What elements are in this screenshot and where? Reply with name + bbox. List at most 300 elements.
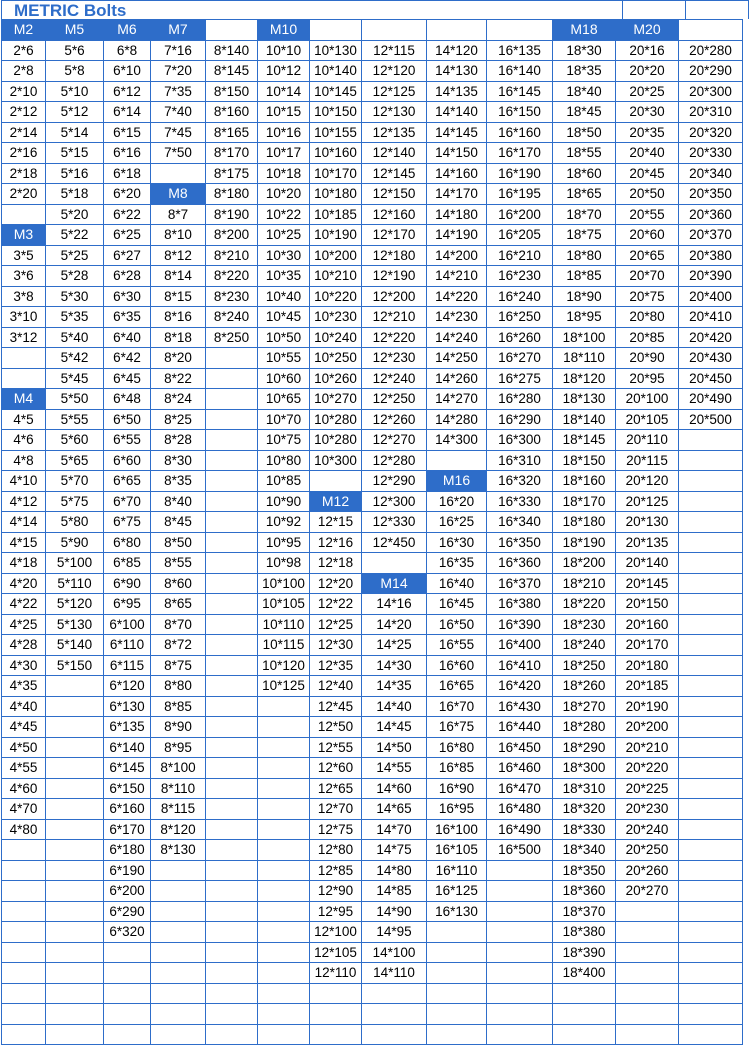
bolt-size-cell: 10*50 <box>258 327 310 348</box>
bolt-size-cell: 5*14 <box>46 122 104 143</box>
bolt-size-cell: 16*105 <box>427 840 487 861</box>
empty-cell <box>151 163 206 184</box>
table-row <box>2 163 743 184</box>
empty-cell <box>258 778 310 799</box>
size-header-cell: M6 <box>104 20 151 41</box>
empty-cell <box>2 840 46 861</box>
empty-cell <box>362 1024 427 1045</box>
empty-cell <box>427 983 487 1004</box>
bolt-size-cell: 20*420 <box>679 327 743 348</box>
empty-cell <box>46 737 104 758</box>
bolt-size-cell: 5*140 <box>46 635 104 656</box>
size-header-cell: M8 <box>151 184 206 205</box>
bolt-size-cell: 5*40 <box>46 327 104 348</box>
bolt-size-cell: 6*90 <box>104 573 151 594</box>
bolt-size-cell: 14*25 <box>362 635 427 656</box>
empty-cell <box>206 737 258 758</box>
bolt-size-cell: 18*145 <box>553 430 616 451</box>
bolt-size-cell: 10*70 <box>258 409 310 430</box>
empty-cell <box>616 901 679 922</box>
table-row <box>2 758 743 779</box>
bolt-size-cell: 14*40 <box>362 696 427 717</box>
bolt-size-cell: 16*240 <box>487 286 553 307</box>
bolt-size-cell: 10*65 <box>258 389 310 410</box>
bolt-size-cell: 7*20 <box>151 61 206 82</box>
bolt-size-cell: 16*410 <box>487 655 553 676</box>
bolt-size-cell: 6*42 <box>104 348 151 369</box>
empty-cell <box>679 491 743 512</box>
bolt-size-cell: 12*180 <box>362 245 427 266</box>
bolt-size-cell: 20*410 <box>679 307 743 328</box>
bolt-size-cell: 6*75 <box>104 512 151 533</box>
bolt-size-cell: 12*230 <box>362 348 427 369</box>
size-header-cell: M12 <box>310 491 362 512</box>
bolt-size-cell: 20*260 <box>616 860 679 881</box>
bolt-size-cell: 10*75 <box>258 430 310 451</box>
bolt-size-cell: 5*55 <box>46 409 104 430</box>
bolt-size-cell: 18*260 <box>553 676 616 697</box>
empty-cell <box>553 983 616 1004</box>
bolt-size-cell: 12*105 <box>310 942 362 963</box>
bolt-size-cell: 2*20 <box>2 184 46 205</box>
bolt-size-cell: 14*120 <box>427 40 487 61</box>
bolt-size-cell: 10*155 <box>310 122 362 143</box>
table-row <box>2 901 743 922</box>
bolt-size-cell: 8*15 <box>151 286 206 307</box>
table-row <box>2 717 743 738</box>
empty-cell <box>427 1024 487 1045</box>
empty-cell <box>2 963 46 984</box>
bolt-size-cell: 14*130 <box>427 61 487 82</box>
empty-cell <box>2 922 46 943</box>
empty-cell <box>310 20 362 41</box>
empty-cell <box>487 20 553 41</box>
bolt-size-cell: 5*42 <box>46 348 104 369</box>
bolt-size-cell: 16*380 <box>487 594 553 615</box>
empty-cell <box>679 430 743 451</box>
bolt-size-cell: 18*110 <box>553 348 616 369</box>
table-row <box>2 799 743 820</box>
bolt-size-cell: 6*95 <box>104 594 151 615</box>
bolt-size-cell: 16*390 <box>487 614 553 635</box>
bolt-size-cell: 12*30 <box>310 635 362 656</box>
bolt-size-cell: 14*230 <box>427 307 487 328</box>
bolt-size-cell: 4*28 <box>2 635 46 656</box>
bolt-size-cell: 16*150 <box>487 102 553 123</box>
bolt-size-cell: 8*50 <box>151 532 206 553</box>
size-header-cell: M3 <box>2 225 46 246</box>
bolt-size-cell: 12*450 <box>362 532 427 553</box>
bolt-size-cell: 16*340 <box>487 512 553 533</box>
size-header-cell: M2 <box>2 20 46 41</box>
bolt-size-cell: 16*35 <box>427 553 487 574</box>
table-row <box>2 553 743 574</box>
empty-cell <box>616 963 679 984</box>
empty-cell <box>679 1024 743 1045</box>
bolt-size-cell: 10*130 <box>310 40 362 61</box>
bolt-size-cell: 20*330 <box>679 143 743 164</box>
bolt-size-cell: 16*95 <box>427 799 487 820</box>
bolt-size-cell: 8*85 <box>151 696 206 717</box>
bolt-size-cell: 20*320 <box>679 122 743 143</box>
bolt-size-cell: 5*35 <box>46 307 104 328</box>
bolt-size-cell: 6*70 <box>104 491 151 512</box>
bolt-size-cell: 16*80 <box>427 737 487 758</box>
bolt-size-cell: 20*340 <box>679 163 743 184</box>
bolt-size-cell: 14*170 <box>427 184 487 205</box>
bolt-size-cell: 6*115 <box>104 655 151 676</box>
bolt-size-cell: 14*85 <box>362 881 427 902</box>
bolt-size-cell: 4*60 <box>2 778 46 799</box>
bolt-size-cell: 10*120 <box>258 655 310 676</box>
bolt-size-cell: 16*140 <box>487 61 553 82</box>
table-row <box>2 881 743 902</box>
bolt-size-cell: 8*115 <box>151 799 206 820</box>
bolt-size-cell: 12*15 <box>310 512 362 533</box>
table-row <box>2 204 743 225</box>
bolt-size-cell: 8*60 <box>151 573 206 594</box>
bolt-size-cell: 20*270 <box>616 881 679 902</box>
bolt-size-cell: 10*98 <box>258 553 310 574</box>
empty-cell <box>206 635 258 656</box>
table-row <box>2 266 743 287</box>
bolt-size-cell: 18*190 <box>553 532 616 553</box>
bolt-size-cell: 12*115 <box>362 40 427 61</box>
bolt-size-cell: 5*25 <box>46 245 104 266</box>
bolt-size-cell: 20*40 <box>616 143 679 164</box>
bolt-size-cell: 10*230 <box>310 307 362 328</box>
bolt-size-cell: 8*72 <box>151 635 206 656</box>
size-header-cell: M14 <box>362 573 427 594</box>
empty-cell <box>310 983 362 1004</box>
empty-cell <box>487 860 553 881</box>
bolt-size-cell: 20*500 <box>679 409 743 430</box>
table-row <box>2 307 743 328</box>
table-row <box>2 471 743 492</box>
empty-cell <box>46 942 104 963</box>
bolt-size-cell: 10*55 <box>258 348 310 369</box>
bolt-size-cell: 12*125 <box>362 81 427 102</box>
bolt-size-cell: 12*50 <box>310 717 362 738</box>
bolt-size-cell: 5*110 <box>46 573 104 594</box>
bolt-size-cell: 12*100 <box>310 922 362 943</box>
empty-cell <box>258 860 310 881</box>
bolt-size-cell: 6*80 <box>104 532 151 553</box>
size-header-cell: M16 <box>427 471 487 492</box>
bolt-size-cell: 16*20 <box>427 491 487 512</box>
bolt-size-cell: 16*470 <box>487 778 553 799</box>
bolt-size-cell: 10*60 <box>258 368 310 389</box>
bolt-size-cell: 12*110 <box>310 963 362 984</box>
empty-cell <box>679 819 743 840</box>
bolt-size-cell: 20*60 <box>616 225 679 246</box>
empty-cell <box>2 881 46 902</box>
bolt-size-cell: 16*125 <box>427 881 487 902</box>
bolt-size-cell: 8*12 <box>151 245 206 266</box>
bolt-size-cell: 8*70 <box>151 614 206 635</box>
bolt-size-cell: 10*280 <box>310 430 362 451</box>
bolt-size-cell: 4*22 <box>2 594 46 615</box>
bolt-size-cell: 8*145 <box>206 61 258 82</box>
empty-cell <box>206 491 258 512</box>
empty-cell <box>46 881 104 902</box>
bolt-size-cell: 10*260 <box>310 368 362 389</box>
bolt-size-cell: 20*140 <box>616 553 679 574</box>
empty-cell <box>206 368 258 389</box>
bolt-size-cell: 2*8 <box>2 61 46 82</box>
bolt-size-cell: 8*100 <box>151 758 206 779</box>
empty-cell <box>427 942 487 963</box>
bolt-size-cell: 6*22 <box>104 204 151 225</box>
bolt-size-cell: 12*200 <box>362 286 427 307</box>
bolt-size-cell: 4*12 <box>2 491 46 512</box>
bolt-size-cell: 4*45 <box>2 717 46 738</box>
empty-cell <box>258 901 310 922</box>
bolt-size-cell: 16*430 <box>487 696 553 717</box>
bolt-size-cell: 16*145 <box>487 81 553 102</box>
empty-cell <box>679 860 743 881</box>
bolt-size-cell: 12*210 <box>362 307 427 328</box>
empty-cell <box>679 737 743 758</box>
bolt-size-cell: 6*25 <box>104 225 151 246</box>
bolt-size-cell: 10*16 <box>258 122 310 143</box>
bolt-size-cell: 5*18 <box>46 184 104 205</box>
bolt-size-cell: 6*12 <box>104 81 151 102</box>
bolt-size-cell: 16*100 <box>427 819 487 840</box>
bolt-size-cell: 6*135 <box>104 717 151 738</box>
empty-cell <box>46 901 104 922</box>
bolt-size-cell: 6*50 <box>104 409 151 430</box>
bolt-size-cell: 10*20 <box>258 184 310 205</box>
bolt-size-cell: 16*25 <box>427 512 487 533</box>
bolt-size-cell: 20*125 <box>616 491 679 512</box>
empty-cell <box>362 1004 427 1025</box>
bolt-size-cell: 8*240 <box>206 307 258 328</box>
empty-cell <box>616 983 679 1004</box>
bolt-size-cell: 16*370 <box>487 573 553 594</box>
bolt-size-cell: 20*30 <box>616 102 679 123</box>
bolt-size-cell: 16*195 <box>487 184 553 205</box>
empty-cell <box>206 696 258 717</box>
bolt-size-cell: 6*60 <box>104 450 151 471</box>
bolt-size-cell: 18*180 <box>553 512 616 533</box>
bolt-size-cell: 12*330 <box>362 512 427 533</box>
table-row <box>2 143 743 164</box>
empty-cell <box>206 1024 258 1045</box>
bolt-size-cell: 6*27 <box>104 245 151 266</box>
bolt-size-cell: 5*90 <box>46 532 104 553</box>
bolt-size-cell: 20*45 <box>616 163 679 184</box>
bolt-size-cell: 20*290 <box>679 61 743 82</box>
bolt-size-cell: 10*10 <box>258 40 310 61</box>
bolt-size-cell: 10*30 <box>258 245 310 266</box>
empty-cell <box>46 819 104 840</box>
title-row-blank-cells <box>622 0 749 19</box>
bolt-size-cell: 6*170 <box>104 819 151 840</box>
bolt-size-cell: 20*370 <box>679 225 743 246</box>
bolt-size-cell: 6*120 <box>104 676 151 697</box>
table-row <box>2 40 743 61</box>
bolt-size-cell: 6*20 <box>104 184 151 205</box>
empty-cell <box>206 553 258 574</box>
bolt-size-cell: 18*360 <box>553 881 616 902</box>
bolt-size-cell: 16*440 <box>487 717 553 738</box>
bolt-size-cell: 2*16 <box>2 143 46 164</box>
empty-cell <box>206 614 258 635</box>
bolt-size-cell: 20*220 <box>616 758 679 779</box>
bolt-size-cell: 20*250 <box>616 840 679 861</box>
empty-cell <box>151 922 206 943</box>
bolt-size-cell: 4*14 <box>2 512 46 533</box>
bolt-size-cell: 14*70 <box>362 819 427 840</box>
bolt-size-cell: 16*290 <box>487 409 553 430</box>
bolt-size-cell: 16*70 <box>427 696 487 717</box>
empty-cell <box>151 963 206 984</box>
bolt-size-cell: 8*28 <box>151 430 206 451</box>
bolt-size-cell: 4*30 <box>2 655 46 676</box>
empty-cell <box>679 471 743 492</box>
empty-cell <box>46 717 104 738</box>
bolt-size-cell: 12*55 <box>310 737 362 758</box>
bolt-size-cell: 8*120 <box>151 819 206 840</box>
bolt-size-cell: 20*80 <box>616 307 679 328</box>
empty-cell <box>427 1004 487 1025</box>
bolt-size-cell: 8*14 <box>151 266 206 287</box>
empty-cell <box>362 553 427 574</box>
bolt-size-cell: 18*160 <box>553 471 616 492</box>
table-row <box>2 942 743 963</box>
bolt-size-cell: 14*90 <box>362 901 427 922</box>
bolt-size-cell: 20*230 <box>616 799 679 820</box>
empty-cell <box>46 676 104 697</box>
table-row <box>2 430 743 451</box>
bolt-size-cell: 16*275 <box>487 368 553 389</box>
bolt-size-cell: 10*125 <box>258 676 310 697</box>
bolt-size-cell: 10*190 <box>310 225 362 246</box>
empty-cell <box>679 983 743 1004</box>
bolt-size-cell: 5*150 <box>46 655 104 676</box>
bolt-size-cell: 12*95 <box>310 901 362 922</box>
bolt-size-cell: 20*180 <box>616 655 679 676</box>
bolt-size-cell: 18*300 <box>553 758 616 779</box>
bolt-size-cell: 4*15 <box>2 532 46 553</box>
empty-cell <box>310 1004 362 1025</box>
bolt-size-cell: 10*100 <box>258 573 310 594</box>
bolt-size-cell: 18*290 <box>553 737 616 758</box>
bolt-size-cell: 10*17 <box>258 143 310 164</box>
bolt-size-cell: 10*180 <box>310 184 362 205</box>
table-row <box>2 245 743 266</box>
bolt-size-cell: 20*240 <box>616 819 679 840</box>
bolt-size-cell: 3*5 <box>2 245 46 266</box>
bolt-size-cell: 20*145 <box>616 573 679 594</box>
bolt-size-cell: 8*200 <box>206 225 258 246</box>
bolt-size-cell: 6*100 <box>104 614 151 635</box>
bolt-size-cell: 8*40 <box>151 491 206 512</box>
bolt-size-cell: 16*40 <box>427 573 487 594</box>
bolt-size-cell: 18*370 <box>553 901 616 922</box>
empty-cell <box>487 963 553 984</box>
table-row <box>2 778 743 799</box>
empty-cell <box>206 655 258 676</box>
bolt-size-cell: 7*35 <box>151 81 206 102</box>
bolt-size-cell: 8*230 <box>206 286 258 307</box>
bolt-size-cell: 10*105 <box>258 594 310 615</box>
bolt-size-cell: 5*22 <box>46 225 104 246</box>
table-row <box>2 286 743 307</box>
bolt-size-cell: 14*60 <box>362 778 427 799</box>
bolt-size-cell: 18*55 <box>553 143 616 164</box>
empty-cell <box>151 901 206 922</box>
bolt-size-cell: 20*190 <box>616 696 679 717</box>
empty-cell <box>46 758 104 779</box>
bolt-size-cell: 14*280 <box>427 409 487 430</box>
empty-cell <box>2 983 46 1004</box>
empty-cell <box>487 881 553 902</box>
empty-cell <box>679 758 743 779</box>
bolt-size-cell: 8*175 <box>206 163 258 184</box>
bolt-size-cell: 16*300 <box>487 430 553 451</box>
empty-cell <box>616 1024 679 1045</box>
bolt-size-cell: 5*8 <box>46 61 104 82</box>
bolt-size-cell: 6*150 <box>104 778 151 799</box>
bolt-size-cell: 18*230 <box>553 614 616 635</box>
empty-cell <box>46 840 104 861</box>
table-row <box>2 573 743 594</box>
bolt-size-cell: 18*310 <box>553 778 616 799</box>
bolt-size-cell: 12*60 <box>310 758 362 779</box>
size-header-cell: M5 <box>46 20 104 41</box>
bolt-size-cell: 8*95 <box>151 737 206 758</box>
empty-cell <box>46 1024 104 1045</box>
empty-cell <box>206 963 258 984</box>
bolt-size-cell: 12*130 <box>362 102 427 123</box>
bolt-size-cell: 14*80 <box>362 860 427 881</box>
empty-cell <box>258 881 310 902</box>
bolt-size-cell: 5*70 <box>46 471 104 492</box>
bolt-size-cell: 20*390 <box>679 266 743 287</box>
empty-cell <box>2 860 46 881</box>
bolt-size-cell: 12*70 <box>310 799 362 820</box>
empty-cell <box>679 594 743 615</box>
bolt-size-cell: 6*10 <box>104 61 151 82</box>
bolt-size-cell: 16*170 <box>487 143 553 164</box>
bolt-size-cell: 6*18 <box>104 163 151 184</box>
empty-cell <box>46 778 104 799</box>
bolt-size-cell: 6*290 <box>104 901 151 922</box>
bolt-size-cell: 8*55 <box>151 553 206 574</box>
bolt-size-cell: 18*120 <box>553 368 616 389</box>
empty-cell <box>206 450 258 471</box>
empty-cell <box>46 983 104 1004</box>
bolt-size-cell: 4*40 <box>2 696 46 717</box>
bolt-size-cell: 8*45 <box>151 512 206 533</box>
bolt-size-cell: 10*110 <box>258 614 310 635</box>
bolt-size-cell: 20*20 <box>616 61 679 82</box>
table-row <box>2 983 743 1004</box>
bolt-size-cell: 18*140 <box>553 409 616 430</box>
bolt-size-cell: 18*280 <box>553 717 616 738</box>
bolt-size-cell: 16*65 <box>427 676 487 697</box>
bolt-size-cell: 8*35 <box>151 471 206 492</box>
bolt-size-cell: 5*20 <box>46 204 104 225</box>
empty-cell <box>427 963 487 984</box>
bolt-size-cell: 16*400 <box>487 635 553 656</box>
empty-cell <box>679 696 743 717</box>
bolt-size-cell: 8*75 <box>151 655 206 676</box>
empty-cell <box>151 881 206 902</box>
table-row <box>2 61 743 82</box>
